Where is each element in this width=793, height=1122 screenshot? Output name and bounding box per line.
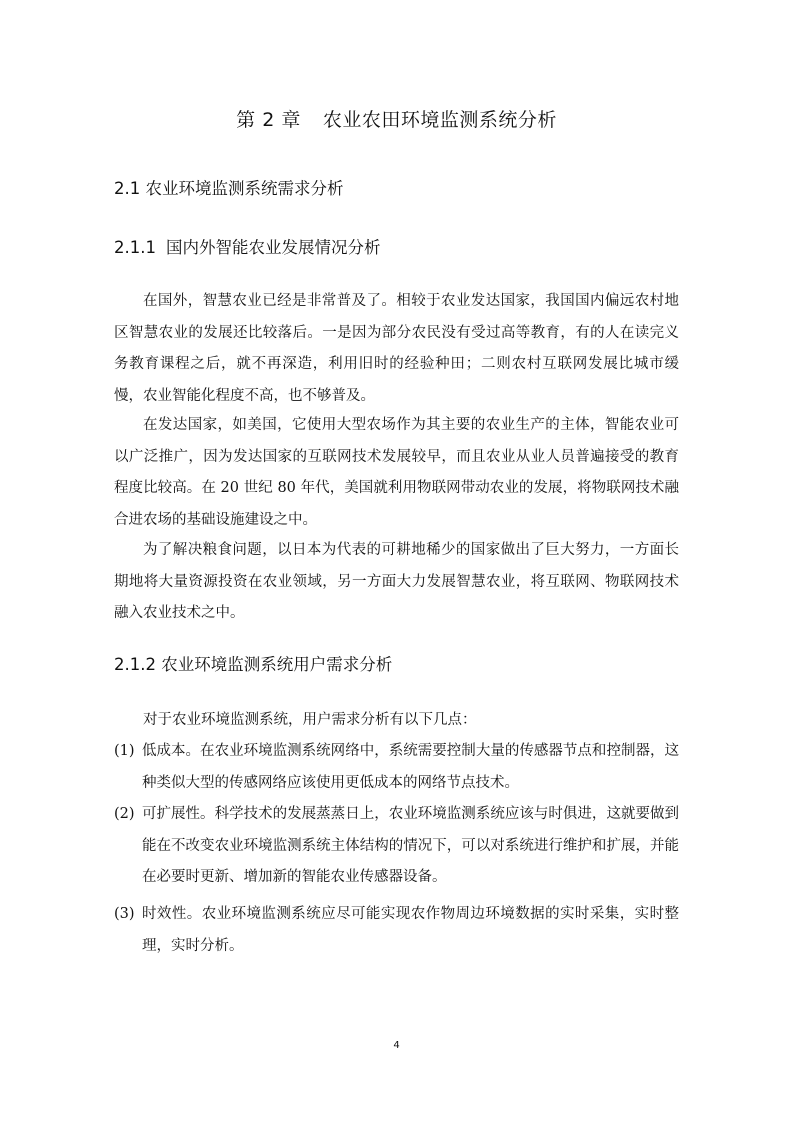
requirement-item [114,899,679,962]
list-item-text: 可扩展性。科学技术的发展蒸蒸日上，农业环境监测系统应该与时俱进，这就要做到能在不改变农业环境监测系统主体结构的情况下，可以对系统进行维护和扩展，并能在必要时更新、增加新的智能农业传感器设备。 [142,806,679,885]
body-paragraph: 为了解决粮食问题，以日本为代表的可耕地稀少的国家做出了巨大努力，一方面长期地将大量资源投资在农业领域，另一方面大力发展智慧农业，将互联网、物联网技术融入农业技术之中。 [114,542,679,621]
body-paragraph: 在发达国家，如美国，它使用大型农场作为其主要的农业生产的主体，智能农业可以广泛推广，因为发达国家的互联网技术发展较早，而且农业从业人员普遍接受的教育程度比较高。在 20 世纪 80 年代，美国就利用物联网带动农业的发展，将物联网技术融合进农场的基础设施建设之中。 [114,417,679,528]
requirement-item [114,736,679,799]
section-heading-2-1-2: 2.1.2 农业环境监测系统用户需求分析 [114,655,393,674]
section-heading-2-1: 2.1 农业环境监测系统需求分析 [114,179,344,198]
chapter-title-text: 农业农田环境监测系统分析 [322,109,557,131]
page-number: 4 [393,1040,400,1051]
list-intro: 对于农业环境监测系统，用户需求分析有以下几点： [143,712,477,728]
section-title: 国内外智能农业发展情况分析 [165,238,381,257]
list-marker: (2) [114,806,135,822]
list-marker: (1) [114,743,135,759]
list-item-text: 低成本。在农业环境监测系统网络中，系统需要控制大量的传感器节点和控制器，这种类似大型的传感网络应该使用更低成本的网络节点技术。 [142,743,679,791]
list-item-text: 时效性。农业环境监测系统应尽可能实现农作物周边环境数据的实时采集，实时整理，实时分析。 [142,906,679,954]
body-paragraph: 在国外，智慧农业已经是非常普及了。相较于农业发达国家，我国国内偏远农村地区智慧农业的发展还比较落后。一是因为部分农民没有受过高等教育，有的人在读完义务教育课程之后，就不再深造，利用旧时的经验种田；二则农村互联网发展比城市缓慢，农业智能化程度不高，也不够普及。 [114,293,679,404]
section-number: 2.1.1 [114,238,156,257]
chapter-number: 第 2 章 [236,109,301,131]
requirement-item [114,799,679,894]
chapter-title [0,106,793,134]
list-marker: (3) [114,906,135,922]
section-heading-2-1-1 [114,236,380,260]
